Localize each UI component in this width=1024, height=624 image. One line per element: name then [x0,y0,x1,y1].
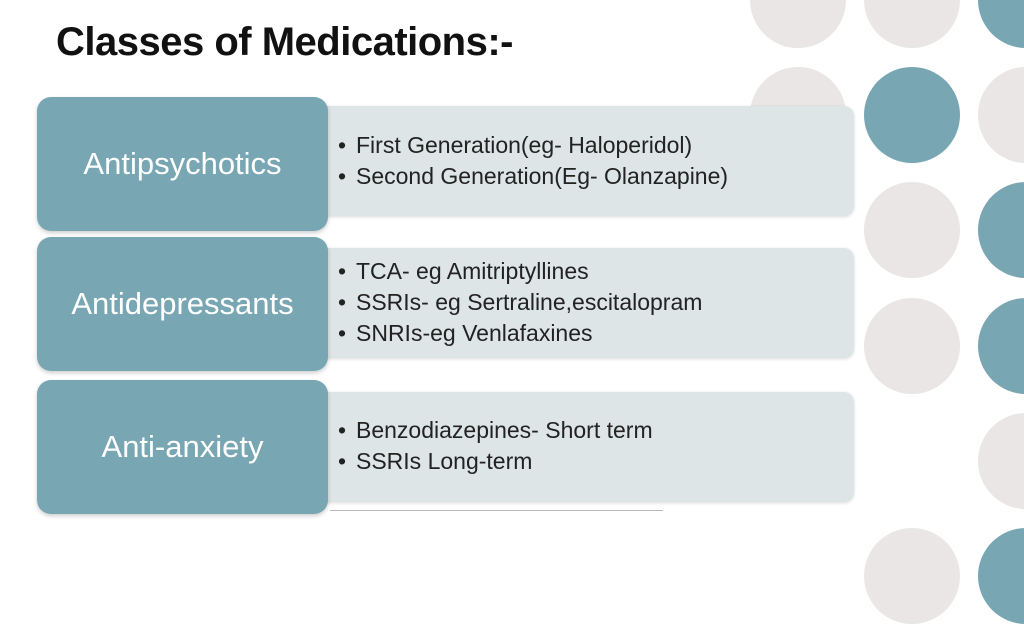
decor-circle-6 [978,67,1024,163]
slide-title: Classes of Medications:- [56,20,514,64]
decor-circle-12 [864,528,960,624]
bullet-icon: • [338,163,347,189]
bullet-icon: • [338,320,347,346]
bullet-icon: • [338,417,347,443]
decor-circle-13 [978,528,1024,624]
decor-circle-7 [864,182,960,278]
class-detail-panel [316,392,854,502]
decor-circle-2 [864,0,960,48]
class-label: Anti-anxiety [101,429,264,464]
list-item: • SSRIs Long-term [338,446,653,477]
list-item: • SSRIs- eg Sertraline,escitalopram [338,287,702,318]
class-detail-panel [316,248,854,358]
bullet-icon: • [338,289,347,315]
class-label: Antipsychotics [83,146,282,181]
class-item-list [338,130,728,192]
class-item-list [338,415,653,477]
list-item: • TCA- eg Amitriptyllines [338,256,702,287]
class-label-box [37,97,328,231]
decor-circle-9 [864,298,960,394]
decor-circle-1 [750,0,846,48]
list-item: • Second Generation(Eg- Olanzapine) [338,161,728,192]
decor-circle-5 [864,67,960,163]
decor-circle-10 [978,298,1024,394]
list-item: • First Generation(eg- Haloperidol) [338,130,728,161]
class-item-list [338,256,702,349]
decor-circle-11 [978,413,1024,509]
divider-line [330,510,663,511]
class-label-box [37,237,328,371]
class-label: Antidepressants [71,286,294,321]
list-item: • SNRIs-eg Venlafaxines [338,318,702,349]
decor-circle-8 [978,182,1024,278]
list-item: • Benzodiazepines- Short term [338,415,653,446]
bullet-icon: • [338,448,347,474]
decor-circle-3 [978,0,1024,48]
bullet-icon: • [338,132,347,158]
bullet-icon: • [338,258,347,284]
class-detail-panel [316,106,854,216]
class-label-box [37,380,328,514]
